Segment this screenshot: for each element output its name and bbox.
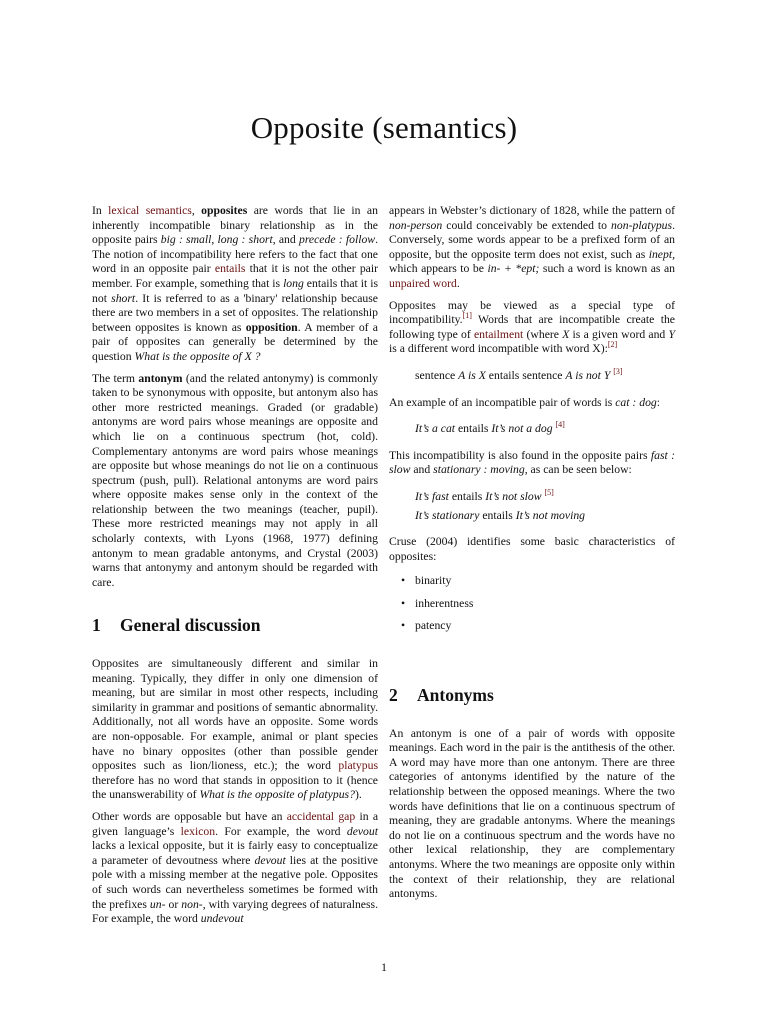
antonym-paragraph: The term antonym (and the related antonymy) is commonly taken to be synonymous with opposite, but antonym also has other more restricted meanings. Graded (or gradable) antonyms are word pairs whose meanings are opposite and which lie on a continuous spectrum (hot, cold). Complementary antonyms are word pairs whose meanings are opposite but whose meanings do not lie on a continuous spectrum (push, pull). Relational antonyms are word pairs where opposite makes sense only in the context of the relationship between the two meanings (teacher, pupil). These more restricted meanings may not apply in all scholarly contexts, with Lyons (1968, 1977) defining antonym to mean gradable antonyms, and Crystal (2003) warns that antonymy and antonym should be regarded with care.: [92, 371, 379, 589]
link-lexical-semantics[interactable]: lexical semantics: [108, 204, 192, 217]
antonyms-paragraph: An antonym is one of a pair of words with opposite meanings. Each word in the pair is the antithesis of the other. A word may have more than one antonym. There are three categories of antonyms identified by the nature of the relationship between the opposed meanings. Where the two words have definitions that lie on a continuous spectrum of meaning, they are gradable antonyms. Where the meanings do not lie on a continuous spectrum and the words have no other lexical relationship, they are complementary antonyms. Where the two meanings are opposite only within the context of their relationship, they are relational antonyms.: [389, 726, 675, 901]
page-number: 1: [381, 960, 387, 974]
left-column: [92, 204, 378, 934]
fast-slow-paragraph: This incompatibility is also found in the opposite pairs fast : slow and stationary : moving, as can be seen below:: [389, 448, 675, 477]
incompatibility-paragraph: Opposites may be viewed as a special type of incompatibility.[1] Words that are incompatible create the following type of entailment (where X is a given word and Y is a different word incompatible with word X):[2]: [389, 298, 676, 356]
general-discussion-paragraph-2: Other words are opposable but have an accidental gap in a given language’s lexicon. For example, the word devout lacks a lexical opposite, but it is fairly easy to conceptualize a parameter of devoutness where devout lies at the positive pole with a missing member at the negative pole. Opposites of such words can nevertheless sometimes be formed with the prefixes un- or non-, with varying degrees of naturalness. For example, the word undevout: [92, 809, 379, 926]
cat-dog-paragraph: An example of an incompatible pair of words is cat : dog:: [389, 395, 661, 409]
cruse-paragraph: Cruse (2004) identifies some basic characteristics of opposites:: [389, 535, 675, 563]
link-accidental-gap[interactable]: accidental gap: [286, 809, 356, 823]
example-cat-dog: It’s a cat entails It’s not a dog [4]: [415, 420, 565, 436]
list-item: • binarity: [389, 574, 675, 589]
list-item: • inherentness: [389, 597, 675, 612]
right-column: [389, 204, 675, 909]
section-heading-antonyms: 2 Antonyms: [389, 685, 494, 706]
page-title: Opposite (semantics): [250, 110, 518, 145]
citation-4[interactable]: [4]: [555, 420, 565, 430]
example-stationary: It’s stationary entails It’s not moving: [415, 508, 586, 522]
link-entails[interactable]: entails: [214, 262, 246, 276]
section-heading-general-discussion: 1 General discussion: [92, 615, 261, 636]
citation-3[interactable]: [3]: [613, 367, 623, 377]
link-lexicon[interactable]: lexicon: [180, 824, 216, 838]
example-fast-stationary: [415, 490, 675, 523]
link-unpaired-word[interactable]: unpaired word: [389, 276, 457, 290]
intro-paragraph: In lexical semantics, opposites are words that lie in an inherently incompatible binary relationship as in the opposite pairs big : small, long : short, and precede : follow. The notion of incompatibility here refers to the fact that one word in an opposite pair entails that it is not the other pair member. For example, something that is long entails that it is not short. It is referred to as a 'binary' relationship because there are two members in a set of opposites. The relationship between opposites is known as opposition. A member of a pair of opposites can generally be determined by the question What is the opposite of X ?: [92, 204, 379, 363]
citation-5[interactable]: [5]: [544, 488, 554, 498]
link-platypus[interactable]: platypus: [338, 759, 378, 773]
general-discussion-paragraph-1: Opposites are simultaneously different and similar in meaning. Typically, they differ in only one dimension of meaning, but are similar in most other respects, including similarity in grammar and positions of semantic abnormality. Additionally, not all words have an opposite. Some words are non-opposable. For example, animal or plant species have no binary opposites (other than possible gender opposites such as lion/lioness, etc.); the word platypus therefore has no word that stands in opposition to it (hence the unanswerability of What is the opposite of platypus?).: [92, 657, 378, 802]
example-entailment: sentence A is X entails sentence A is not Y [3]: [415, 367, 623, 382]
example-fast: It’s fast entails It’s not slow [5]: [415, 488, 554, 503]
citation-1[interactable]: [1]: [462, 311, 472, 321]
link-entailment[interactable]: entailment: [473, 327, 524, 341]
list-item: • patency: [389, 619, 675, 634]
characteristics-list: [389, 574, 675, 634]
continuation-paragraph: appears in Webster’s dictionary of 1828, while the pattern of non-person could conceivably be extended to non-platypus. Conversely, some words appear to be a prefixed form of an opposite, but the opposite term does not exist, such as inept, which appears to be in- + *ept; such a word is known as an unpaired word.: [389, 204, 676, 290]
citation-2[interactable]: [2]: [607, 340, 618, 350]
